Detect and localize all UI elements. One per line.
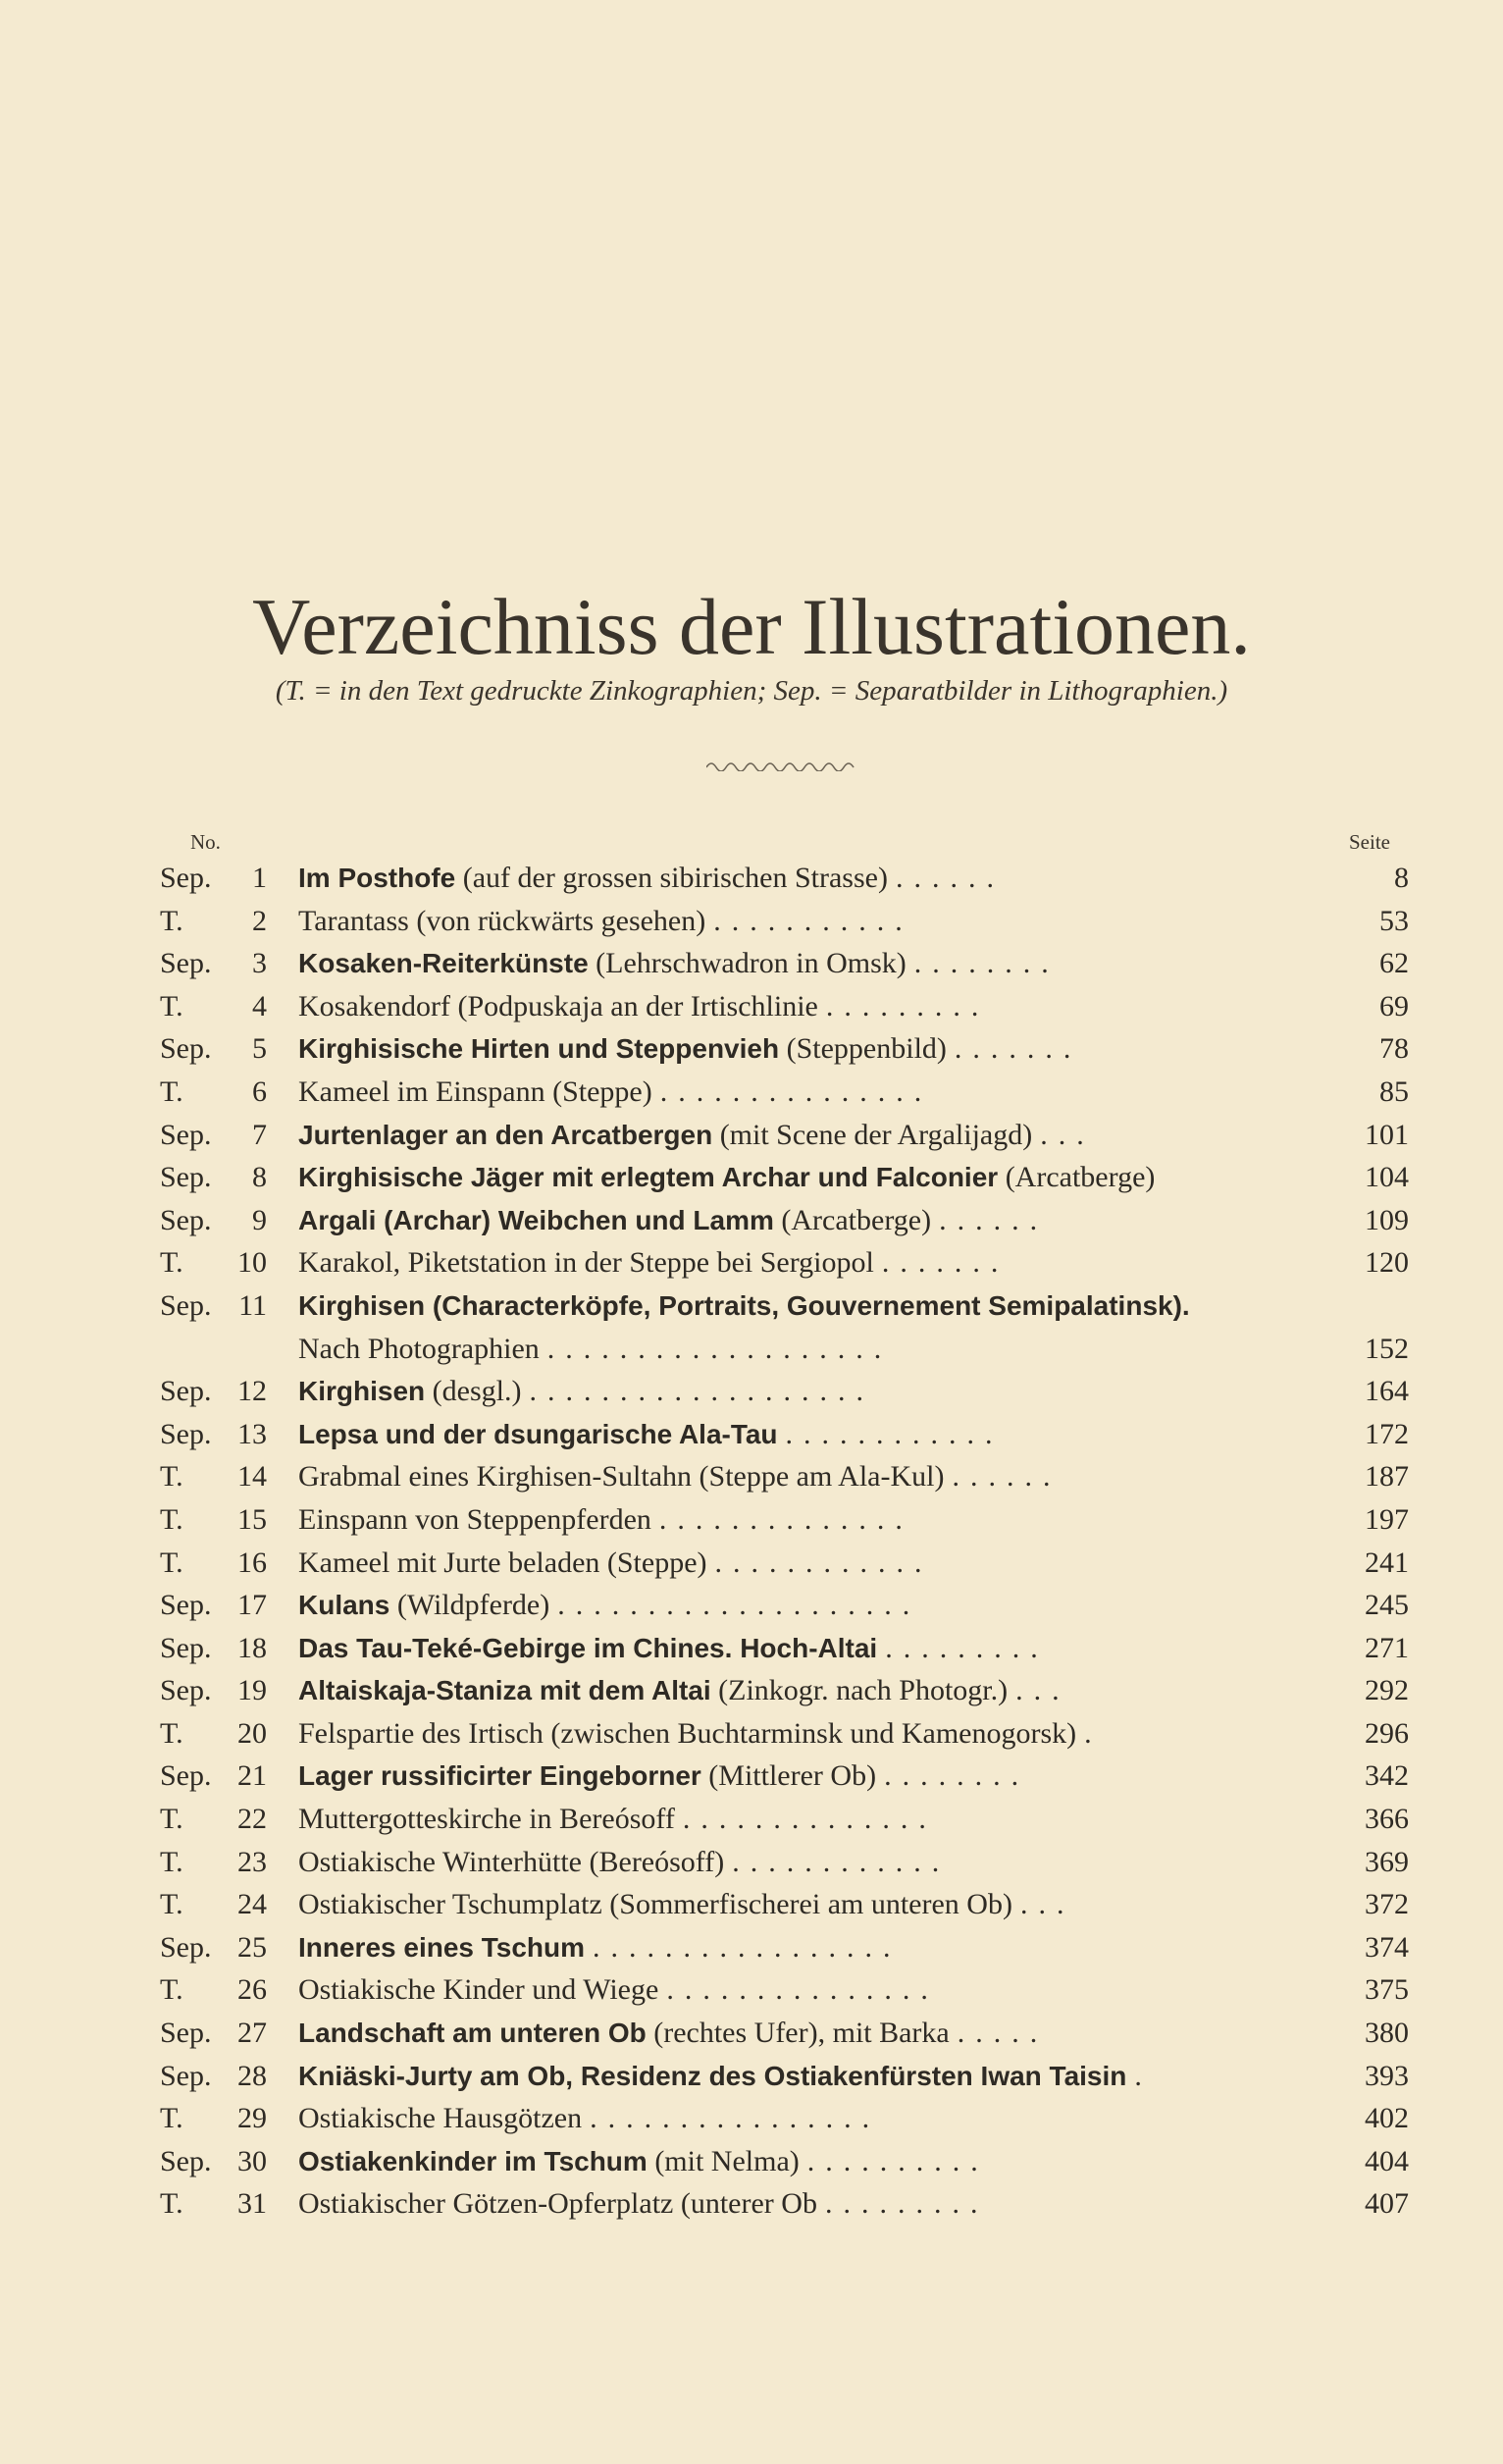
entry-title: [298, 990, 1324, 1023]
entry-title-bold: Kosaken-Reiterkünste: [298, 948, 589, 979]
entry-title-bold: Kirghisische Hirten und Steppenvieh: [298, 1033, 780, 1065]
leader-dots: .........: [885, 1631, 1049, 1664]
entry-title-bold: Kirghisen: [298, 1376, 426, 1407]
entry-page-number: 402: [1365, 2102, 1409, 2135]
entry-title: [298, 1075, 1324, 1109]
list-item: [0, 982, 1503, 1025]
entry-page-number: 296: [1365, 1716, 1409, 1750]
entry-type: T.: [160, 989, 183, 1022]
list-item: [0, 1539, 1503, 1582]
entry-number: 26: [237, 1973, 267, 2007]
ornament-divider: [706, 758, 858, 771]
entry-type: T.: [160, 1460, 183, 1494]
entry-number: 18: [237, 1631, 267, 1664]
entry-title-bold: Lepsa und der dsungarische Ala-Tau: [298, 1418, 778, 1449]
leader-dots: ......: [939, 1203, 1049, 1236]
entry-type: T.: [160, 1546, 183, 1579]
entry-number: 6: [252, 1075, 267, 1108]
entry-title-rest: (Steppenbild): [779, 1032, 947, 1066]
entry-number: 22: [237, 1803, 267, 1836]
entry-title-bold: Das Tau-Teké-Gebirge im Chines. Hoch-Altai: [298, 1632, 878, 1663]
leader-dots: ..........: [806, 2144, 989, 2177]
entry-type: T.: [160, 1075, 183, 1108]
entry-title: [298, 1161, 1324, 1194]
list-item: [0, 1838, 1503, 1881]
entry-title-rest: Kameel mit Jurte beladen (Steppe): [298, 1546, 707, 1579]
entry-title: [298, 1032, 1324, 1066]
entry-title: [298, 1375, 1324, 1408]
column-header-seite: Seite: [1349, 830, 1390, 854]
leader-dots: .........: [824, 2187, 989, 2221]
list-item: [0, 1795, 1503, 1838]
entry-number: 21: [237, 1759, 267, 1793]
leader-dots: ........: [913, 947, 1060, 980]
leader-dots: ..............: [658, 1502, 913, 1536]
entry-title-rest: Tarantass (von rückwärts gesehen): [298, 904, 706, 937]
entry-number: 7: [252, 1118, 267, 1151]
entry-type: Sep.: [160, 1930, 212, 1964]
leader-dots: ...: [1019, 1888, 1075, 1921]
leader-dots: .: [1084, 1716, 1103, 1750]
entry-title-rest: Ostiakischer Tschumplatz (Sommerfischerei am unteren Ob): [298, 1888, 1012, 1921]
list-item: [0, 2137, 1503, 2180]
entry-page-number: 62: [1379, 947, 1409, 980]
entry-number: 23: [237, 1845, 267, 1878]
entry-page-number: 69: [1379, 989, 1409, 1022]
entry-number: 5: [252, 1032, 267, 1066]
entry-title-rest: Ostiakischer Götzen-Opferplatz (unterer Ob: [298, 2187, 817, 2221]
entry-page-number: 366: [1365, 1803, 1409, 1836]
entry-title-bold: Im Posthofe: [298, 863, 456, 893]
entry-number: 9: [252, 1203, 267, 1236]
leader-dots: ....................: [557, 1589, 921, 1622]
entry-page-number: 271: [1365, 1631, 1409, 1664]
entry-title-rest: (auf der grossen sibirischen Strasse): [455, 862, 888, 894]
entry-title-rest: (Arcatberge): [773, 1203, 932, 1236]
entry-title: [298, 1759, 1324, 1793]
entry-title-rest: Ostiakische Winterhütte (Bereósoff): [298, 1845, 725, 1878]
leader-dots: .......: [954, 1032, 1082, 1066]
entry-title: [298, 947, 1324, 980]
entry-page-number: 342: [1365, 1759, 1409, 1793]
entry-number: 27: [237, 2017, 267, 2050]
list-item: [0, 1068, 1503, 1111]
entry-title-bold: Kirghisen (Characterköpfe, Portraits, Gouvernement Semipalatinsk).: [298, 1289, 1190, 1321]
entry-title-rest: Einspann von Steppenpferden: [298, 1502, 651, 1536]
leader-dots: .: [1134, 2059, 1153, 2092]
entry-number: 15: [237, 1502, 267, 1536]
entry-title-rest: Grabmal eines Kirghisen-Sultahn (Steppe am Ala-Kul): [298, 1460, 945, 1494]
entry-number: 16: [237, 1546, 267, 1579]
entry-title-bold: Kulans: [298, 1590, 390, 1621]
leader-dots: ...................: [529, 1375, 874, 1408]
entry-page-number: 375: [1365, 1973, 1409, 2007]
leader-dots: [1190, 1289, 1198, 1322]
list-item: [0, 1153, 1503, 1196]
entry-title-rest: Felspartie des Irtisch (zwischen Buchtarminsk und Kamenogorsk): [298, 1716, 1077, 1750]
entry-title-bold: Jurtenlager an den Arcatbergen: [298, 1119, 713, 1150]
leader-dots: .................: [593, 1930, 902, 1964]
entry-title-rest: (Arcatberge): [998, 1161, 1156, 1194]
entry-title-bold: Ostiakenkinder im Tschum: [298, 2145, 648, 2176]
entry-title-bold: Lager russificirter Eingeborner: [298, 1760, 701, 1792]
entry-number: 29: [237, 2102, 267, 2135]
list-item: [0, 1196, 1503, 1239]
entry-page-number: 109: [1365, 1203, 1409, 1236]
entry-type: Sep.: [160, 1161, 212, 1194]
entry-title-bold: Landschaft am unteren Ob: [298, 2018, 647, 2049]
entry-title: [298, 1589, 1324, 1622]
entry-title-rest: (Zinkogr. nach Photogr.): [710, 1674, 1009, 1707]
entry-title: [298, 2187, 1324, 2221]
list-item: [0, 1367, 1503, 1410]
entry-title: [298, 862, 1324, 895]
leader-dots: ...: [1015, 1674, 1070, 1707]
entry-page-number: 372: [1365, 1888, 1409, 1921]
entry-title-rest: Karakol, Piketstation in der Steppe bei Sergiopol: [298, 1246, 874, 1280]
entry-title: [298, 1333, 1324, 1366]
leader-dots: .........: [825, 989, 990, 1022]
list-item: [0, 1024, 1503, 1068]
entry-type: Sep.: [160, 1375, 212, 1408]
list-item: [0, 1111, 1503, 1154]
entry-title-bold: Inneres eines Tschum: [298, 1931, 586, 1963]
list-item: [0, 1410, 1503, 1453]
entry-type: Sep.: [160, 2059, 212, 2092]
entry-title-rest: (desgl.): [425, 1375, 522, 1408]
entry-title-bold: Kirghisische Jäger mit erlegtem Archar und Falconier: [298, 1162, 999, 1193]
page-subtitle: (T. = in den Text gedruckte Zinkographien; Sep. = Separatbilder in Lithographien.): [275, 675, 1228, 707]
entry-page-number: 164: [1365, 1375, 1409, 1408]
entry-page-number: 187: [1365, 1460, 1409, 1494]
leader-dots: [1155, 1161, 1163, 1193]
entry-number: 17: [237, 1589, 267, 1622]
leader-dots: ............: [785, 1417, 1004, 1450]
entry-page-number: 104: [1365, 1161, 1409, 1194]
entry-title: [298, 1632, 1324, 1665]
entry-title-rest: (mit Nelma): [647, 2144, 800, 2177]
list-item: [0, 854, 1503, 897]
entry-type: T.: [160, 1716, 183, 1750]
list-item: [0, 1752, 1503, 1795]
entry-page-number: 101: [1365, 1118, 1409, 1151]
entry-page-number: 53: [1379, 904, 1409, 937]
leader-dots: ......: [895, 862, 1005, 894]
entry-page-number: 78: [1379, 1032, 1409, 1066]
entry-type: Sep.: [160, 862, 212, 894]
entry-number: 11: [238, 1288, 267, 1322]
entry-number: 24: [237, 1888, 267, 1921]
entry-page-number: 369: [1365, 1845, 1409, 1878]
entry-type: T.: [160, 1246, 183, 1280]
list-item: [0, 897, 1503, 940]
list-item: [0, 1282, 1503, 1325]
entry-number: 19: [237, 1674, 267, 1707]
entry-title-rest: Nach Photographien: [298, 1332, 540, 1365]
entry-title-bold: Argali (Archar) Weibchen und Lamm: [298, 1204, 774, 1235]
entry-title: [298, 2145, 1324, 2178]
leader-dots: ............: [714, 1546, 933, 1579]
entry-type: T.: [160, 1973, 183, 2007]
list-item: [0, 2052, 1503, 2095]
list-item: [0, 1452, 1503, 1495]
entry-number: 25: [237, 1930, 267, 1964]
leader-dots: ........: [884, 1759, 1030, 1793]
entry-type: T.: [160, 1502, 183, 1536]
entry-type: Sep.: [160, 2144, 212, 2177]
entry-number: 3: [252, 947, 267, 980]
entry-title: [298, 1674, 1324, 1707]
entry-number: 8: [252, 1161, 267, 1194]
entry-title: [298, 1888, 1324, 1921]
leader-dots: .......: [881, 1246, 1010, 1280]
entry-page-number: 404: [1365, 2144, 1409, 2177]
list-item: [0, 1923, 1503, 1966]
list-item: [0, 2179, 1503, 2223]
column-header-no: No.: [190, 830, 221, 854]
entry-title-rest: (Mittlerer Ob): [700, 1759, 877, 1793]
leader-dots: ...................: [546, 1332, 893, 1365]
entry-title-rest: Ostiakische Hausgötzen: [298, 2102, 583, 2135]
entry-type: T.: [160, 904, 183, 937]
entry-type: Sep.: [160, 1674, 212, 1707]
entry-type: Sep.: [160, 1759, 212, 1793]
entry-title: [298, 2017, 1324, 2050]
list-item: [0, 1666, 1503, 1709]
entry-number: 10: [237, 1246, 267, 1280]
entry-page-number: 393: [1365, 2059, 1409, 2092]
entry-number: 31: [237, 2187, 267, 2221]
entry-page-number: 241: [1365, 1546, 1409, 1579]
entry-number: 20: [237, 1716, 267, 1750]
list-item: [0, 1624, 1503, 1667]
entry-number: 2: [252, 904, 267, 937]
entry-title: [298, 2060, 1324, 2093]
entry-type: Sep.: [160, 1032, 212, 1066]
entry-number: 12: [237, 1375, 267, 1408]
list-item: [0, 939, 1503, 982]
entry-number: 30: [237, 2144, 267, 2177]
illustration-list: [0, 854, 1503, 2223]
entry-title-rest: (Wildpferde): [389, 1589, 550, 1622]
entry-type: T.: [160, 1845, 183, 1878]
entry-title: [298, 1460, 1324, 1494]
entry-page-number: 85: [1379, 1075, 1409, 1108]
entry-page-number: 380: [1365, 2017, 1409, 2050]
entry-title: [298, 1846, 1324, 1879]
entry-number: 4: [252, 989, 267, 1022]
entry-type: Sep.: [160, 2017, 212, 2050]
entry-page-number: 120: [1365, 1246, 1409, 1280]
entry-title-rest: Kameel im Einspann (Steppe): [298, 1075, 652, 1108]
page-title: Verzeichniss der Illustrationen.: [252, 582, 1251, 671]
leader-dots: ...: [1040, 1118, 1095, 1151]
entry-title-rest: Kosakendorf (Podpuskaja an der Irtischlinie: [298, 989, 818, 1022]
leader-dots: ......: [952, 1460, 1062, 1494]
list-item: [0, 1238, 1503, 1282]
entry-title: [298, 2102, 1324, 2135]
entry-page-number: 407: [1365, 2187, 1409, 2221]
entry-type: T.: [160, 2102, 183, 2135]
list-item: [0, 1581, 1503, 1624]
entry-title-rest: Ostiakische Kinder und Wiege: [298, 1973, 659, 2007]
entry-title-rest: Muttergotteskirche in Bereósoff: [298, 1803, 675, 1836]
entry-number: 14: [237, 1460, 267, 1494]
entry-title: [298, 1503, 1324, 1537]
entry-title: [298, 1803, 1324, 1836]
entry-title-rest: (rechtes Ufer), mit Barka: [646, 2017, 950, 2050]
list-item: [0, 1966, 1503, 2009]
entry-title: [298, 1246, 1324, 1280]
list-item: [0, 1495, 1503, 1539]
entry-type: Sep.: [160, 1417, 212, 1450]
entry-title-rest: (Lehrschwadron in Omsk): [588, 947, 907, 980]
entry-type: Sep.: [160, 1203, 212, 1236]
entry-title: [298, 1931, 1324, 1965]
leader-dots: ...............: [666, 1973, 939, 2007]
entry-title: [298, 1289, 1324, 1323]
entry-title: [298, 1973, 1324, 2007]
entry-title: [298, 1119, 1324, 1152]
entry-title: [298, 1418, 1324, 1451]
entry-page-number: 8: [1394, 862, 1409, 894]
leader-dots: ................: [590, 2102, 881, 2135]
leader-dots: ..............: [682, 1803, 937, 1836]
entry-page-number: 245: [1365, 1589, 1409, 1622]
entry-type: Sep.: [160, 947, 212, 980]
list-item: [0, 1880, 1503, 1923]
entry-type: T.: [160, 2187, 183, 2221]
entry-number: 28: [237, 2059, 267, 2092]
list-item: [0, 1325, 1503, 1368]
list-item: [0, 2009, 1503, 2052]
entry-page-number: 152: [1365, 1332, 1409, 1365]
entry-page-number: 197: [1365, 1502, 1409, 1536]
entry-type: Sep.: [160, 1288, 212, 1322]
list-item: [0, 2094, 1503, 2137]
entry-page-number: 292: [1365, 1674, 1409, 1707]
entry-title-bold: Altaiskaja-Staniza mit dem Altai: [298, 1675, 711, 1706]
entry-number: 1: [252, 862, 267, 894]
entry-title: [298, 1547, 1324, 1580]
leader-dots: ...........: [713, 904, 913, 937]
entry-page-number: 374: [1365, 1930, 1409, 1964]
leader-dots: ............: [732, 1845, 951, 1878]
entry-type: Sep.: [160, 1589, 212, 1622]
entry-title-bold: Kniäski-Jurty am Ob, Residenz des Ostiakenfürsten Iwan Taisin: [298, 2060, 1127, 2091]
entry-type: Sep.: [160, 1118, 212, 1151]
leader-dots: .....: [957, 2017, 1049, 2050]
entry-type: T.: [160, 1888, 183, 1921]
entry-number: 13: [237, 1417, 267, 1450]
leader-dots: ...............: [659, 1075, 933, 1108]
entry-title: [298, 1717, 1324, 1751]
entry-type: T.: [160, 1803, 183, 1836]
entry-page-number: 172: [1365, 1417, 1409, 1450]
entry-title-rest: (mit Scene der Argalijagd): [712, 1118, 1033, 1151]
entry-type: Sep.: [160, 1631, 212, 1664]
entry-title: [298, 1204, 1324, 1237]
list-item: [0, 1709, 1503, 1753]
entry-title: [298, 905, 1324, 938]
